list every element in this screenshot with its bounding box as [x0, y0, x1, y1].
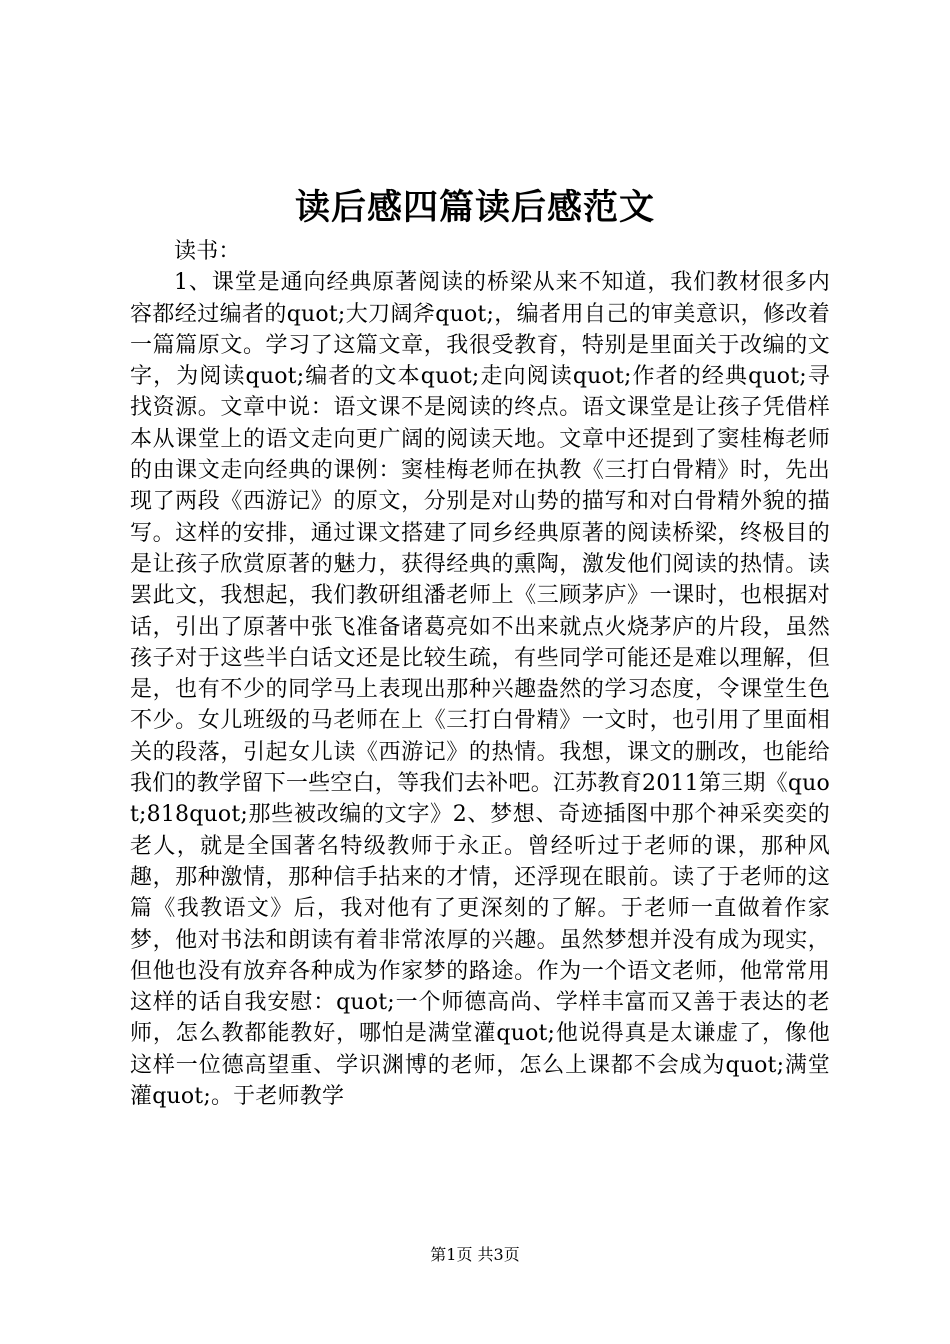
paragraph-heading: 读书： [174, 239, 241, 264]
document-body [130, 236, 830, 1112]
paragraph-main: 1、课堂是通向经典原著阅读的桥梁从来不知道，我们教材很多内容都经过编者的quot;大刀阔斧quot;，编者用自己的审美意识，修改着一篇篇原文。学习了这篇文章，我很受教育，特别是里面关于改编的文字，为阅读quot;编者的文本quot;走向阅读quot;作者的经典quot;寻找资源。文章中说：语文课不是阅读的终点。语文课堂是让孩子凭借样本从课堂上的语文走向更广阔的阅读天地。文章中还提到了窦桂梅老师的由课文走向经典的课例：窦桂梅老师在执教《三打白骨精》时，先出现了两段《西游记》的原文，分别是对山势的描写和对白骨精外貌的描写。这样的安排，通过课文搭建了同乡经典原著的阅读桥梁，终极目的是让孩子欣赏原著的魅力，获得经典的熏陶，激发他们阅读的热情。读罢此文，我想起，我们教研组潘老师上《三顾茅庐》一课时，也根据对话，引出了原著中张飞准备诸葛亮如不出来就点火烧茅庐的片段，虽然孩子对于这些半白话文还是比较生疏，有些同学可能还是难以理解，但是，也有不少的同学马上表现出那种兴趣盎然的学习态度，令课堂生色不少。女儿班级的马老师在上《三打白骨精》一文时，也引用了里面相关的段落，引起女儿读《西游记》的热情。我想，课文的删改，也能给我们的教学留下一些空白，等我们去补吧。江苏教育2011第三期《quot;818quot;那些被改编的文字》2、梦想、奇迹插图中那个神采奕奕的老人，就是全国著名特级教师于永正。曾经听过于老师的课，那种风趣，那种激情，那种信手拈来的才情，还浮现在眼前。读了于老师的这篇《我教语文》后，我对他有了更深刻的了解。于老师一直做着作家梦，他对书法和朗读有着非常浓厚的兴趣。虽然梦想并没有成为现实，但他也没有放弃各种成为作家梦的路途。作为一个语文老师，他常常用这样的话自我安慰：quot;一个师德高尚、学样丰富而又善于表达的老师，怎么教都能教好，哪怕是满堂灌quot;他说得真是太谦虚了，像他这样一位德高望重、学识渊博的老师，怎么上课都不会成为quot;满堂灌quot;。于老师教学 [130, 270, 830, 1110]
page-number: 第1页 共3页 [430, 1245, 520, 1264]
document-title: 读后感四篇读后感范文 [294, 187, 655, 228]
